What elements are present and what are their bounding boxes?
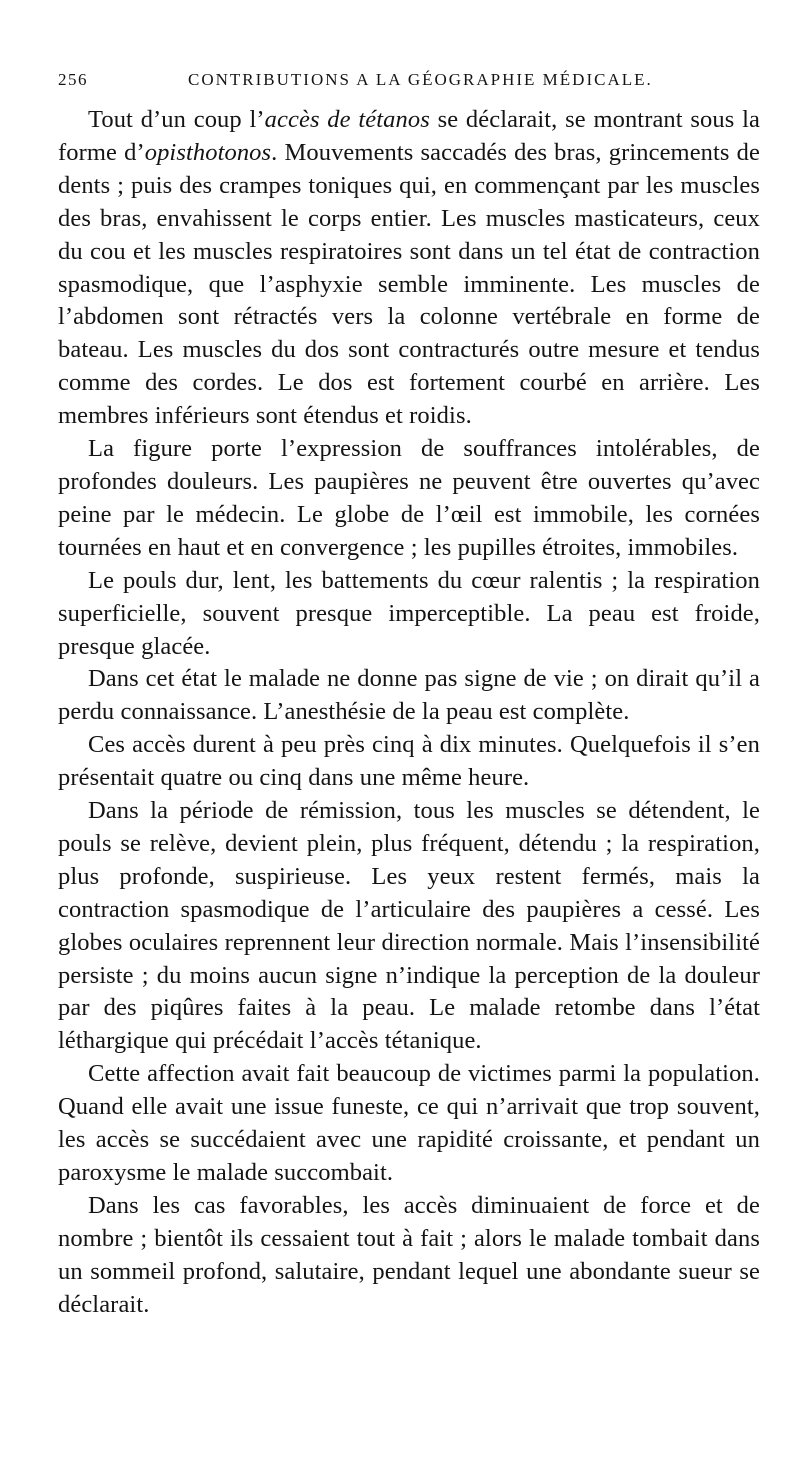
paragraph: Le pouls dur, lent, les battements du cœur ralentis ; la respiration superficielle, souvent presque imperceptible. La peau est froide, presque glacée. bbox=[58, 566, 760, 660]
paragraph: Dans cet état le malade ne donne pas signe de vie ; on dirait qu’il a perdu connaissance. L’anesthésie de la peau est complète. bbox=[58, 665, 760, 726]
italic-term: accès de tétanos bbox=[264, 106, 430, 133]
running-title: CONTRIBUTIONS A LA GÉOGRAPHIE MÉDICALE. bbox=[188, 70, 653, 89]
paragraph: Dans la période de rémission, tous les muscles se détendent, le pouls se relève, devient plein, plus fréquent, détendu ; la respiration, plus profonde, suspirieuse. Les yeux restent fermés, mais la contraction spasmodique de l’articulaire des paupières a cessé. Les globes oculaires reprennent leur direction normale. Mais l’insensibilité persiste ; du moins aucun signe n’indique la perception de la douleur par des piqûres faites à la peau. Le malade retombe dans l’état léthargique qui précédait l’accès tétanique. bbox=[58, 797, 760, 1055]
running-head bbox=[58, 70, 758, 98]
page-number: 256 bbox=[58, 70, 88, 89]
italic-term: opisthotonos bbox=[144, 138, 272, 166]
body-text bbox=[58, 104, 760, 1322]
paragraph: Dans les cas favorables, les accès diminuaient de force et de nombre ; bientôt ils cessaient tout à fait ; alors le malade tombait dans un sommeil profond, salutaire, pendant lequel une abondante sueur se déclarait. bbox=[58, 1191, 760, 1318]
text-segment: . Mouvements saccadés des bras, grincements de dents ; puis des crampes toniques qui, en commençant par les muscles des bras, envahissent le corps entier. Les muscles masticateurs, ceux du cou et les muscles respiratoires sont dans un tel état de contraction spasmodique, que l’asphyxie semble imminente. Les muscles de l’abdomen sont rétractés vers la colonne vertébrale en forme de bateau. Les muscles du dos sont contracturés outre mesure et tendus comme des cordes. Le dos est fortement courbé en arrière. Les membres inférieurs sont étendus et roidis. bbox=[58, 138, 760, 430]
paragraph: Cette affection avait fait beaucoup de victimes parmi la population. Quand elle avait une issue funeste, ce qui n’arrivait que trop souvent, les accès se succédaient avec une rapidité croissante, et pendant un paroxysme le malade succombait. bbox=[58, 1060, 760, 1186]
text-segment: se déclarait, se montrant sous la forme d’ bbox=[58, 106, 761, 166]
paragraph: Ces accès durent à peu près cinq à dix minutes. Quelquefois il s’en présentait quatre ou cinq dans une même heure. bbox=[58, 731, 760, 792]
paragraph bbox=[58, 104, 760, 433]
paragraph: La figure porte l’expression de souffrances intolérables, de profondes douleurs. Les paupières ne peuvent être ouvertes qu’avec peine par le médecin. Le globe de l’œil est immobile, les cornées tournées en haut et en convergence ; les pupilles étroites, immobiles. bbox=[58, 435, 760, 561]
text-segment: Tout d’un coup l’ bbox=[88, 106, 265, 133]
